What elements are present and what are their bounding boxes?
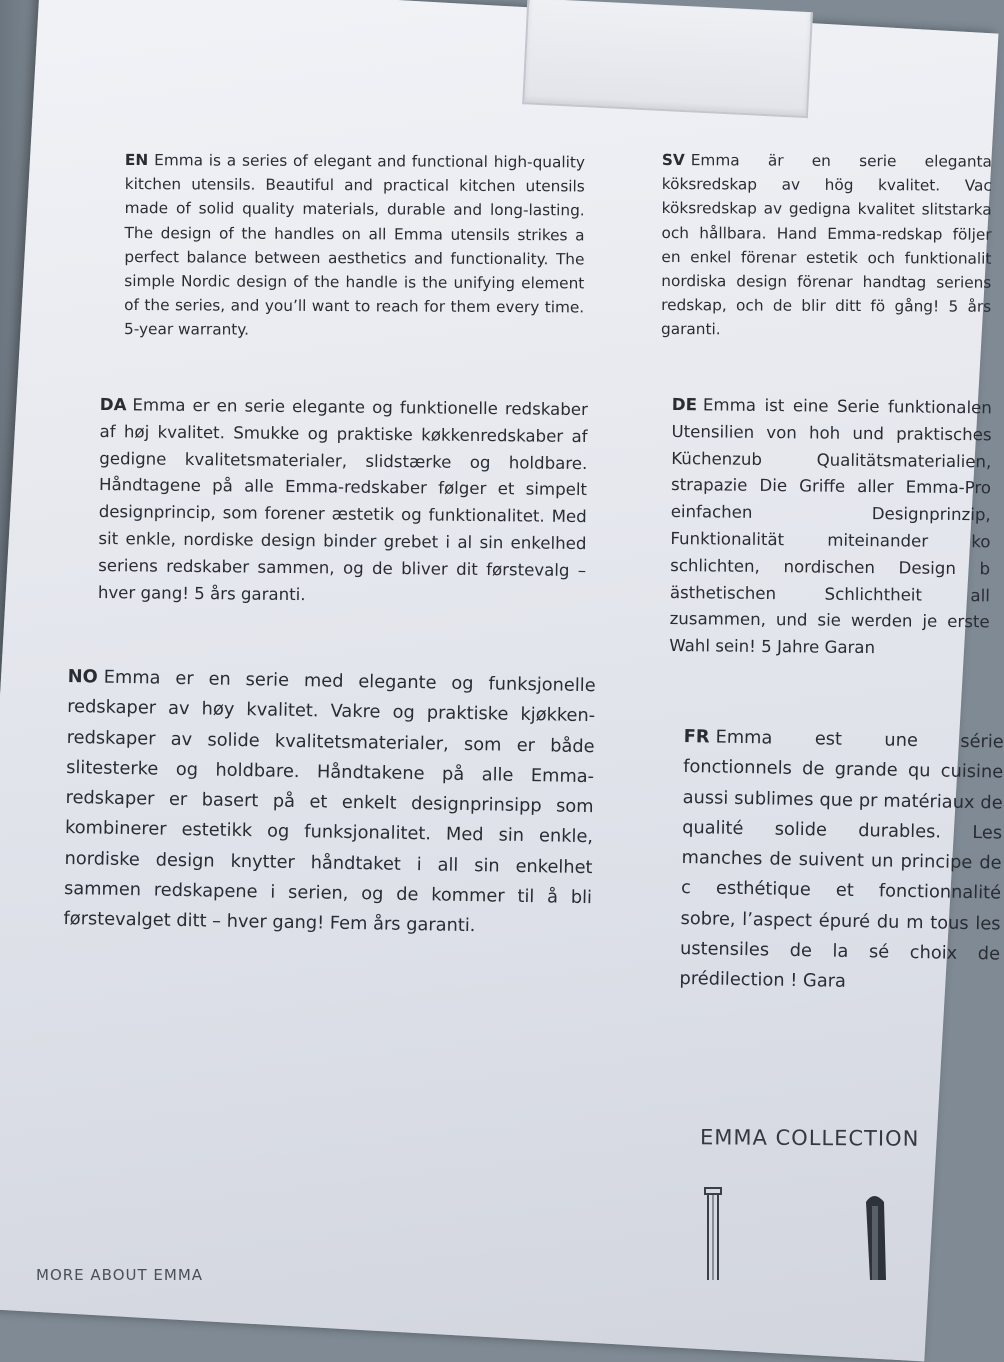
text-no: Emma er en serie med elegante og funksjonelle redskaper av høy kvalitet. Vakre og praktiske kjøkken-redskaper av solide kvalitetsmaterialer, som er både slitesterke og holdbare. Håndtakene på alle Emma-redskaper er basert på et enkelt designprinsipp som kombinerer estetikk og funksjonalitet. Med sin enkle, nordiske design knytter håndtaket i all sin enkelhet sammen redskapene i serien, og de kommer til å bli førstevalget ditt – hver gang! Fem års garanti.	[63, 666, 596, 937]
text-block-en	[124, 148, 585, 344]
text-block-da	[98, 392, 588, 611]
utensil-illustrations	[690, 1180, 960, 1280]
lang-code-sv: SV	[661, 150, 685, 170]
utensil-icon-right	[866, 1196, 886, 1280]
text-en: Emma is a series of elegant and functional high-quality kitchen utensils. Beautiful and practical kitchen utensils made of solid quality materials, durable and long-lasting. The design of the handles on all Emma utensils strikes a perfect balance between aesthetics and functionality. The simple Nordic design of the handle is the unifying element of the series, and you’ll want to reach for them every time. 5-year warranty.	[124, 151, 585, 340]
text-block-fr	[679, 722, 1004, 1000]
lang-code-en: EN	[124, 150, 149, 170]
text-de: Emma ist eine Serie funktionalen Utensilien von hoh und praktisches Küchenzub Qualitätsmaterialien, strapazie Die Griffe aller Emma-Pro einfachen Designprinzip, Funktionalität miteinander ko schlichten, nordischen Design b ästhetischen Schlichtheit all zusammen, und sie werden je erste Wahl sein! 5 Jahre Garan	[669, 395, 992, 658]
box-tab-cutout	[522, 0, 813, 118]
text-block-de	[669, 392, 992, 663]
text-block-no	[63, 662, 596, 944]
text-sv: Emma är en serie eleganta köksredskap av hög kvalitet. Vac köksredskap av gedigna kvalitet slitstarka och hållbara. Hand Emma-redskap följer en enkel förenar estetik och funktionalit nordiska design förenar handtag seriens redskap, och de blir ditt fö gång! 5 års garanti.	[661, 151, 992, 339]
collection-title: EMMA COLLECTION	[699, 1125, 920, 1151]
text-fr: Emma est une série fonctionnels de grande qu cuisine aussi sublimes que pr matériaux de qualité solide durables. Les manches de suivent un principe de c esthétique et fonctionnalité sobre, l’aspect épuré du m tous les ustensiles de la sé choix de prédilection ! Gara	[679, 726, 1004, 993]
lang-code-no: NO	[67, 665, 98, 688]
text-block-sv	[661, 148, 992, 343]
footer-text: MORE ABOUT EMMA	[36, 1266, 204, 1284]
lang-code-da: DA	[99, 394, 127, 415]
utensil-icon-left	[705, 1188, 721, 1280]
text-da: Emma er en serie elegante og funktionelle redskaber af høj kvalitet. Smukke og praktiske køkkenredskaber af gedigne kvalitetsmaterialer, slidstærke og holdbare. Håndtagene på alle Emma-redskaber følger et simpelt designprincip, som forener æstetik og funktionalitet. Med sit enkle, nordiske design binder grebet i al sin enkelhed seriens redskaber sammen, og de bliver dit førstevalg – hver gang! 5 års garanti.	[97, 395, 588, 604]
lang-code-fr: FR	[683, 725, 710, 748]
lang-code-de: DE	[671, 394, 698, 415]
